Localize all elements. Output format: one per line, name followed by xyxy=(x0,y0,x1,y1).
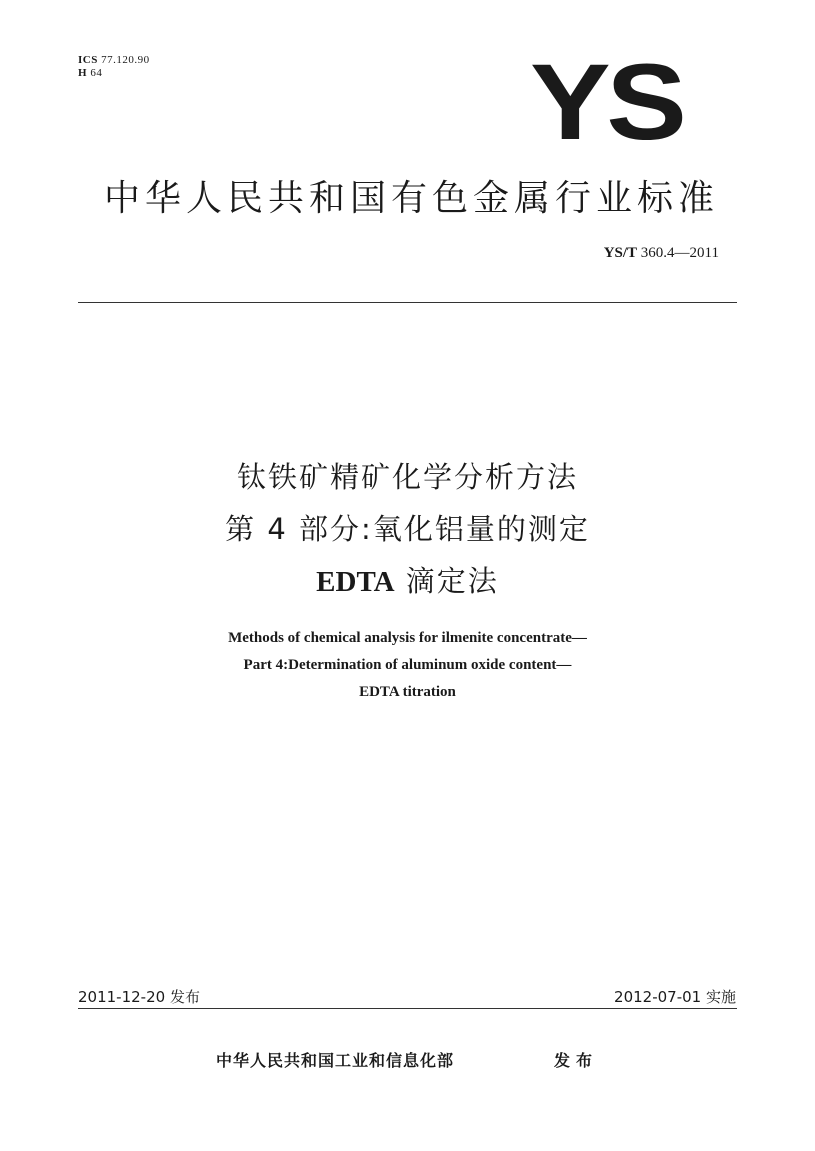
standard-number-value: 360.4—2011 xyxy=(640,245,719,261)
en-title-line-2: Part 4:Determination of aluminum oxide content— xyxy=(243,657,572,673)
en-title-line-3: EDTA titration xyxy=(359,684,456,700)
ccs-line xyxy=(78,67,150,80)
en-title-line-1: Methods of chemical analysis for ilmenite concentrate— xyxy=(228,630,587,646)
top-divider xyxy=(78,302,737,303)
ics-code: 77.120.90 xyxy=(101,54,150,66)
issue-label: 发布 xyxy=(554,1051,599,1070)
ics-line xyxy=(78,54,150,67)
cn-title-line-1: 钛铁矿精矿化学分析方法 xyxy=(236,460,578,494)
issue-date: 2011-12-20 发布 xyxy=(78,988,200,1006)
issuing-authority: 中华人民共和国工业和信息化部 xyxy=(216,1051,455,1070)
standard-code: YS/T xyxy=(603,245,638,261)
cn-title-edta: EDTA xyxy=(316,566,395,598)
cn-title-method: 滴定法 xyxy=(394,564,499,598)
classification-codes xyxy=(78,54,150,80)
standard-number xyxy=(604,245,719,262)
ics-label: ICS xyxy=(78,54,98,66)
ys-logo: YS xyxy=(530,41,683,162)
ccs-label: H xyxy=(78,67,88,79)
ccs-code: 64 xyxy=(90,67,103,79)
cn-title-line-3 xyxy=(0,559,815,600)
effective-date: 2012-07-01 实施 xyxy=(614,988,736,1006)
standard-category-title: 中华人民共和国有色金属行业标准 xyxy=(103,178,719,219)
cn-title-line-2: 第 4 部分:氧化铝量的测定 xyxy=(225,512,590,546)
bottom-divider xyxy=(78,1008,737,1009)
